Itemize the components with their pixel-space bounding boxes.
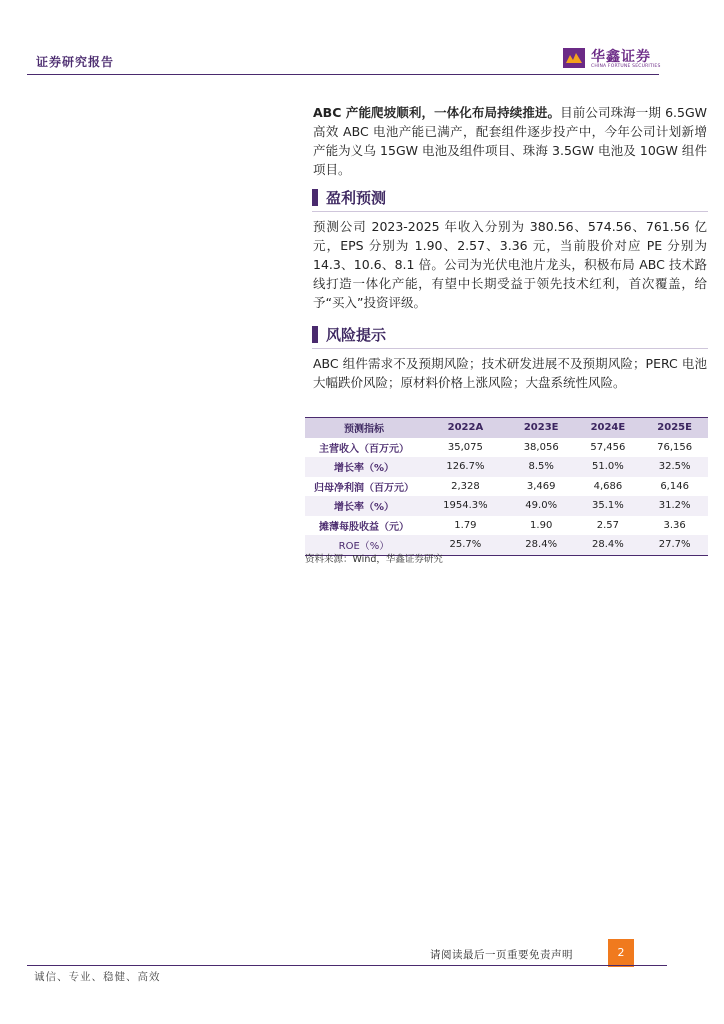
table-cell: 28.4% <box>575 535 642 555</box>
footer-divider <box>27 965 667 966</box>
section-heading-risk <box>312 325 386 345</box>
table-cell: 57,456 <box>590 441 626 453</box>
table-header: 2025E <box>641 418 708 438</box>
logo-text-cn: 华鑫证券 <box>591 49 651 65</box>
row-label: 增长率（%） <box>305 457 423 477</box>
intro-text: 目前公司珠海一期 6.5GW 高效 ABC 电池产能已满产，配套组件逐步投产中，今年公司计划新增产能为义乌 15GW 电池及组件项目、珠海 3.5GW 电池及 10GW 组件项目。 <box>313 105 707 177</box>
table-cell: 27.7% <box>641 535 708 555</box>
page-number: 2 <box>608 939 634 967</box>
table-row <box>305 496 708 516</box>
table-cell: 2.57 <box>596 519 620 531</box>
table-cell: 1.90 <box>530 519 553 531</box>
row-label: 归母净利润（百万元） <box>314 482 414 494</box>
table-cell: 8.5% <box>508 457 575 477</box>
table-header: 2023E <box>508 418 575 438</box>
table-cell: 1954.3% <box>423 496 508 516</box>
table-row <box>305 477 708 497</box>
table-cell: 3,469 <box>526 480 556 492</box>
table-cell: 35,075 <box>447 441 483 453</box>
table-header-row <box>305 418 708 438</box>
table-cell: 49.0% <box>508 496 575 516</box>
header-divider <box>27 74 659 75</box>
brand-mark-icon <box>563 48 585 68</box>
table-cell: 126.7% <box>423 457 508 477</box>
row-label: 增长率（%） <box>305 496 423 516</box>
table-cell: 25.7% <box>423 535 508 555</box>
forecast-paragraph: 预测公司 2023-2025 年收入分别为 380.56、574.56、761.56 亿元，EPS 分别为 1.90、2.57、3.36 元，当前股价对应 PE 分别为 14.3、10.6、8.1 倍。公司为光伏电池片龙头，积极布局 ABC 技术路线打造一体化产能，有望中长期受益于领先技术红利，首次覆盖，给予“买入”投资评级。 <box>313 219 707 310</box>
table-cell: 3.36 <box>663 519 686 531</box>
table-cell: 6,146 <box>660 480 689 492</box>
row-label: 摊薄每股收益（元） <box>319 521 409 533</box>
section-rule <box>312 211 708 212</box>
intro-paragraph <box>313 103 707 179</box>
table-cell: 32.5% <box>641 457 708 477</box>
table-header: 2022A <box>423 418 508 438</box>
table-header: 预测指标 <box>305 418 423 438</box>
table-cell: 51.0% <box>575 457 642 477</box>
section-title-forecast: 盈利预测 <box>326 189 387 207</box>
company-motto: 诚信、专业、稳健、高效 <box>34 971 161 983</box>
row-label: 主营收入（百万元） <box>319 443 409 455</box>
report-type-label: 证券研究报告 <box>36 55 115 69</box>
intro-lead: ABC 产能爬坡顺利，一体化布局持续推进。 <box>313 105 561 120</box>
table-cell: 2,328 <box>451 480 480 492</box>
section-heading-forecast <box>312 188 386 208</box>
disclaimer-note: 请阅读最后一页重要免责声明 <box>430 949 573 961</box>
table-source-note: 资料来源：Wind，华鑫证券研究 <box>305 554 443 565</box>
section-title-risk: 风险提示 <box>326 326 387 344</box>
table-cell: 76,156 <box>657 441 693 453</box>
table-row <box>305 438 708 458</box>
section-bar-icon <box>312 326 318 343</box>
table-cell: 31.2% <box>641 496 708 516</box>
table-row <box>305 457 708 477</box>
table-cell: 1.79 <box>454 519 477 531</box>
section-bar-icon <box>312 189 318 206</box>
table-header: 2024E <box>575 418 642 438</box>
risk-paragraph: ABC 组件需求不及预期风险；技术研发进展不及预期风险；PERC 电池大幅跌价风险；原材料价格上涨风险；大盘系统性风险。 <box>313 356 707 390</box>
section-rule <box>312 348 708 349</box>
row-label: ROE（%） <box>305 535 423 555</box>
forecast-table <box>305 417 708 556</box>
table-cell: 4,686 <box>593 480 623 492</box>
table-cell: 28.4% <box>508 535 575 555</box>
logo-text-en: CHINA FORTUNE SECURITIES <box>591 64 661 69</box>
table-cell: 35.1% <box>575 496 642 516</box>
table-cell: 38,056 <box>523 441 559 453</box>
brand-logo <box>563 46 663 72</box>
table-row <box>305 516 708 536</box>
